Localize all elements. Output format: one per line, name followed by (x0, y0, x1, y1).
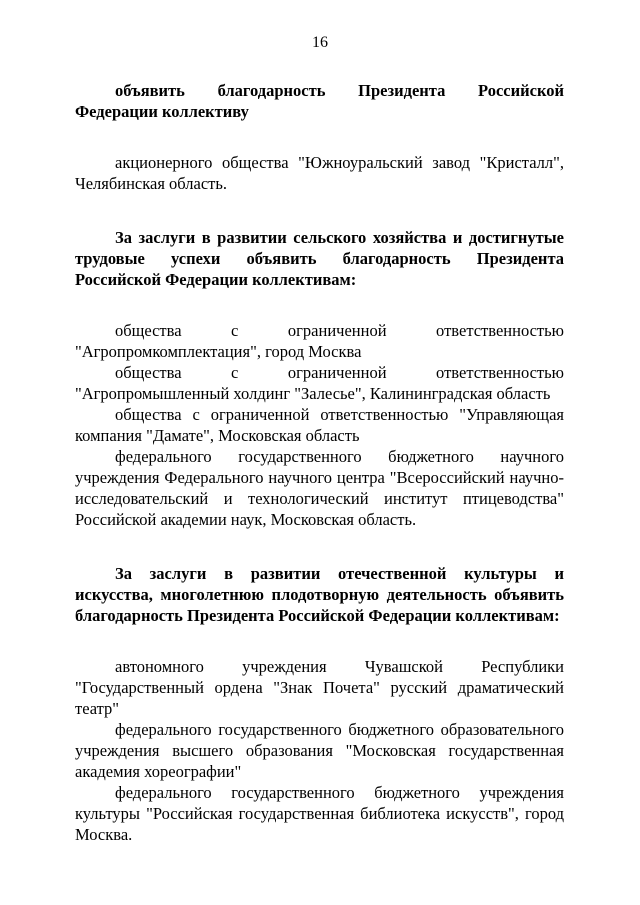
section-heading: За заслуги в развитии отечественной культуры и искусства, многолетнюю плодотворную деятельность объявить благодарность Президента Российской Федерации коллективам: (75, 564, 564, 625)
page-number: 16 (312, 34, 328, 51)
organization-paragraph: общества с ограниченной ответственностью "Управляющая компания "Дамате", Московская область (75, 405, 564, 445)
section-heading: За заслуги в развитии сельского хозяйства и достигнутые трудовые успехи объявить благодарность Президента Российской Федерации коллективам: (75, 228, 564, 289)
organization-paragraph: автономного учреждения Чувашской Республики "Государственный ордена "Знак Почета" русский драматический театр" (75, 657, 564, 718)
organization-paragraph: общества с ограниченной ответственностью "Агропромышленный холдинг "Залесье", Калининградская область (75, 363, 564, 403)
document-body (75, 80, 564, 845)
organization-paragraph: федерального государственного бюджетного научного учреждения Федерального научного центра "Всероссийский научно-исследовательский и технологический институт птицеводства" Российской академии наук, Московская область. (75, 447, 564, 529)
organization-paragraph: общества с ограниченной ответственностью "Агропромкомплектация", город Москва (75, 321, 564, 361)
organization-paragraph: акционерного общества "Южноуральский завод "Кристалл", Челябинская область. (75, 153, 564, 193)
organization-paragraph: федерального государственного бюджетного образовательного учреждения высшего образования "Московская государственная академия хореографии" (75, 720, 564, 781)
section-heading: объявить благодарность Президента Российской Федерации коллективу (75, 81, 564, 121)
organization-paragraph: федерального государственного бюджетного учреждения культуры "Российская государственная библиотека искусств", город Москва. (75, 783, 564, 844)
